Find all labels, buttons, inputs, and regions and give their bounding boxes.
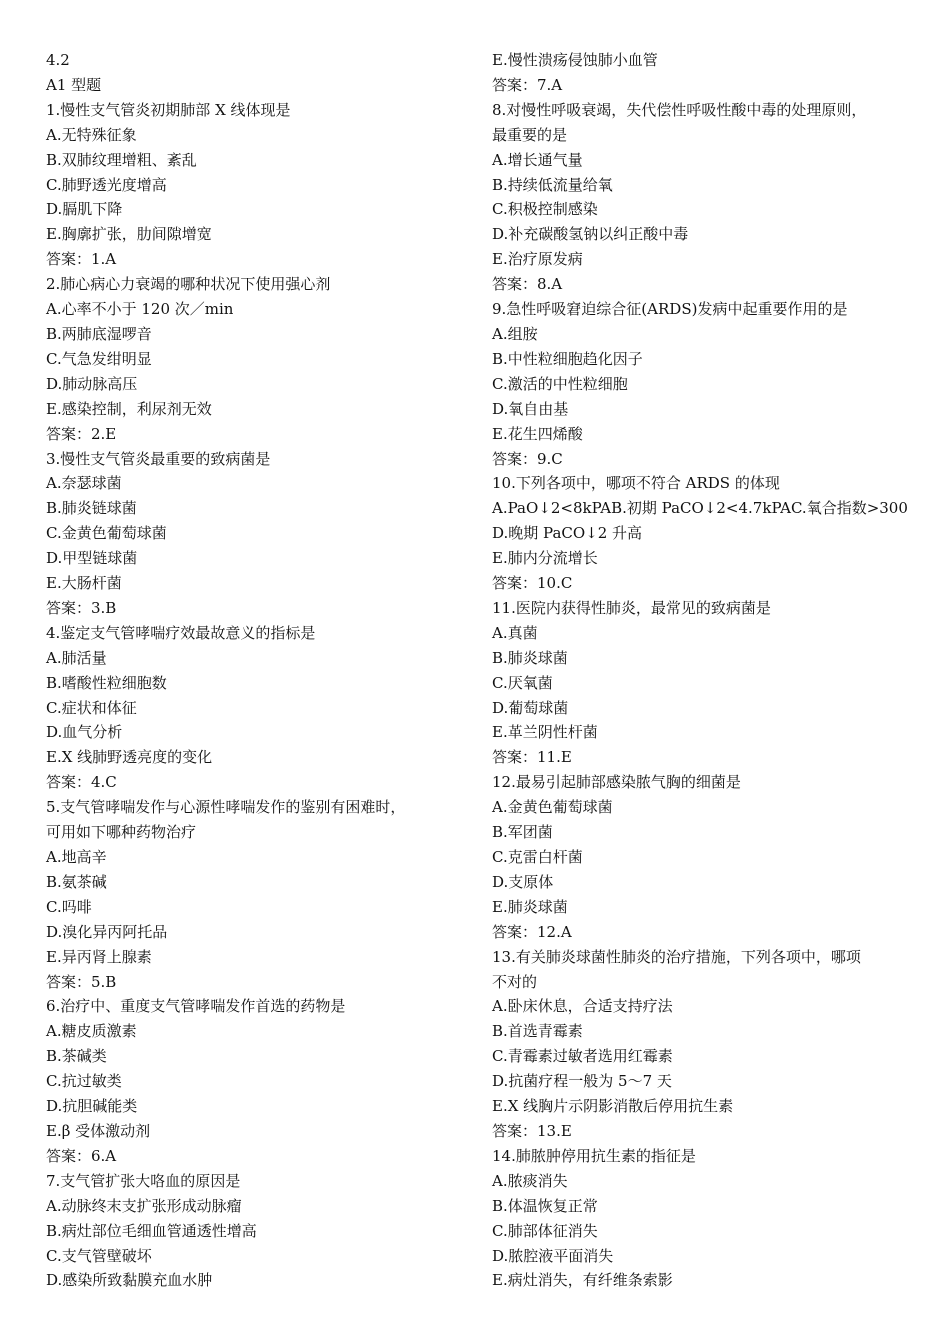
- option-line: B.持续低流量给氧: [492, 175, 613, 194]
- option-line: A.地高辛: [46, 848, 107, 866]
- option-line: D.氧自由基: [492, 399, 569, 418]
- option-line: B.嗜酸性粒细胞数: [46, 673, 167, 692]
- text-line: 可用如下哪种药物治疗: [46, 823, 197, 842]
- answer-line: 答案：12.A: [492, 922, 572, 941]
- option-line: D.血气分析: [46, 723, 123, 742]
- question-line: 8.对慢性呼吸衰竭，失代偿性呼吸性酸中毒的处理原则，: [492, 100, 867, 119]
- option-line: B.肺炎球菌: [492, 648, 568, 667]
- option-line: D.抗菌疗程一般为 5～7 天: [492, 1072, 672, 1091]
- text-line: A1 型题: [46, 75, 102, 94]
- option-line: B.体温恢复正常: [492, 1196, 598, 1215]
- answer-line: 答案：1.A: [46, 250, 117, 269]
- option-line: E.花生四烯酸: [492, 424, 583, 443]
- option-line: D.葡萄球菌: [492, 698, 569, 717]
- option-line: B.肺炎链球菌: [46, 499, 137, 518]
- option-line: C.厌氧菌: [492, 673, 553, 692]
- question-line: 2.肺心病心力衰竭的哪种状况下使用强心剂: [46, 275, 331, 294]
- option-line: E.革兰阴性杆菌: [492, 723, 598, 742]
- option-line: A.心率不小于 120 次／min: [46, 300, 234, 319]
- option-line: C.支气管壁破坏: [46, 1246, 152, 1265]
- question-line: 4.2: [46, 51, 70, 69]
- option-line: D.支原体: [492, 872, 554, 891]
- option-line: D.脓腔液平面消失: [492, 1246, 614, 1265]
- answer-line: 答案：5.B: [46, 972, 117, 991]
- option-line: C.吗啡: [46, 897, 92, 916]
- text-line: 不对的: [492, 972, 538, 991]
- answer-line: 答案：3.B: [46, 598, 117, 617]
- option-line: B.中性粒细胞趋化因子: [492, 349, 643, 368]
- option-line: D.甲型链球菌: [46, 549, 138, 568]
- option-line: E.肺内分流增长: [492, 549, 598, 568]
- option-line: D.抗胆碱能类: [46, 1097, 138, 1116]
- option-line: A.动脉终末支扩张形成动脉瘤: [46, 1196, 242, 1215]
- option-line: E.病灶消失，有纤维条索影: [492, 1271, 673, 1290]
- option-line: C.金黄色葡萄球菌: [46, 524, 167, 543]
- option-line: A.增长通气量: [492, 150, 583, 169]
- answer-line: 答案：8.A: [492, 275, 563, 294]
- option-line: A.PaO↓2<8kPAB.初期 PaCO↓2<4.7kPAC.氧合指数>300: [492, 499, 908, 518]
- answer-line: 答案：2.E: [46, 424, 117, 443]
- option-line: E.X 线肺野透亮度的变化: [46, 748, 213, 767]
- option-line: B.军团菌: [492, 823, 553, 842]
- option-line: A.肺活量: [46, 648, 107, 667]
- option-line: C.症状和体征: [46, 698, 137, 717]
- option-line: E.肺炎球菌: [492, 897, 568, 916]
- option-line: E.大肠杆菌: [46, 574, 122, 593]
- question-line: 14.肺脓肿停用抗生素的指征是: [492, 1146, 696, 1165]
- option-line: C.肺部体征消失: [492, 1221, 598, 1240]
- option-line: A.金黄色葡萄球菌: [492, 798, 613, 817]
- option-line: E.胸廓扩张，肋间隙增宽: [46, 225, 212, 244]
- answer-line: 答案：6.A: [46, 1146, 117, 1165]
- option-line: A.无特殊征象: [46, 125, 137, 144]
- option-line: B.病灶部位毛细血管通透性增高: [46, 1221, 257, 1240]
- answer-line: 答案：7.A: [492, 75, 563, 94]
- option-line: E.β 受体激动剂: [46, 1121, 151, 1140]
- option-line: D.补充碳酸氢钠以纠正酸中毒: [492, 225, 689, 244]
- question-line: 6.治疗中、重度支气管哮喘发作首选的药物是: [46, 997, 346, 1016]
- option-line: E.慢性溃疡侵蚀肺小血管: [492, 51, 658, 69]
- question-line: 1.慢性支气管炎初期肺部 X 线体现是: [46, 100, 291, 119]
- option-line: A.卧床休息，合适支持疗法: [492, 997, 673, 1016]
- option-line: B.茶碱类: [46, 1047, 107, 1066]
- question-line: 11.医院内获得性肺炎，最常见的致病菌是: [492, 598, 771, 617]
- option-line: A.真菌: [492, 623, 538, 642]
- option-line: D.晚期 PaCO↓2 升高: [492, 524, 643, 543]
- answer-line: 答案：11.E: [492, 748, 572, 767]
- option-line: B.两肺底湿啰音: [46, 324, 152, 343]
- question-line: 7.支气管扩张大咯血的原因是: [46, 1171, 241, 1190]
- answer-line: 答案：9.C: [492, 449, 563, 468]
- option-line: B.首选青霉素: [492, 1022, 583, 1041]
- option-line: C.肺野透光度增高: [46, 175, 167, 194]
- option-line: E.X 线胸片示阴影消散后停用抗生素: [492, 1097, 734, 1116]
- option-line: D.溴化异丙阿托品: [46, 922, 168, 941]
- left-column: [46, 48, 456, 1293]
- question-line: 13.有关肺炎球菌性肺炎的治疗措施，下列各项中，哪项: [492, 947, 861, 966]
- question-line: 12.最易引起肺部感染脓气胸的细菌是: [492, 773, 741, 792]
- option-line: D.感染所致黏膜充血水肿: [46, 1271, 213, 1290]
- question-line: 5.支气管哮喘发作与心源性哮喘发作的鉴别有困难时，: [46, 798, 406, 817]
- question-line: 3.慢性支气管炎最重要的致病菌是: [46, 449, 271, 468]
- option-line: C.克雷白杆菌: [492, 848, 583, 866]
- text-line: 最重要的是: [492, 125, 568, 144]
- option-line: C.青霉素过敏者选用红霉素: [492, 1047, 673, 1066]
- question-line: 4.鉴定支气管哮喘疗效最故意义的指标是: [46, 623, 316, 642]
- option-line: A.组胺: [492, 324, 538, 343]
- option-line: C.气急发绀明显: [46, 349, 152, 368]
- answer-line: 答案：13.E: [492, 1121, 572, 1140]
- option-line: E.治疗原发病: [492, 250, 583, 269]
- option-line: C.抗过敏类: [46, 1072, 122, 1091]
- right-column: [492, 48, 922, 1293]
- question-line: 9.急性呼吸窘迫综合征(ARDS)发病中起重要作用的是: [492, 300, 848, 319]
- option-line: C.激活的中性粒细胞: [492, 374, 628, 393]
- answer-line: 答案：10.C: [492, 574, 573, 593]
- answer-line: 答案：4.C: [46, 773, 117, 792]
- option-line: D.肺动脉高压: [46, 374, 138, 393]
- option-line: E.感染控制，利尿剂无效: [46, 399, 212, 418]
- option-line: D.膈肌下降: [46, 200, 123, 219]
- option-line: B.氨茶碱: [46, 872, 107, 891]
- option-line: C.积极控制感染: [492, 200, 598, 219]
- option-line: A.脓痰消失: [492, 1171, 568, 1190]
- question-line: 10.下列各项中，哪项不符合 ARDS 的体现: [492, 474, 780, 493]
- option-line: A.奈瑟球菌: [46, 474, 122, 493]
- option-line: B.双肺纹理增粗、紊乱: [46, 150, 197, 169]
- option-line: E.异丙肾上腺素: [46, 947, 152, 966]
- option-line: A.糖皮质激素: [46, 1022, 137, 1041]
